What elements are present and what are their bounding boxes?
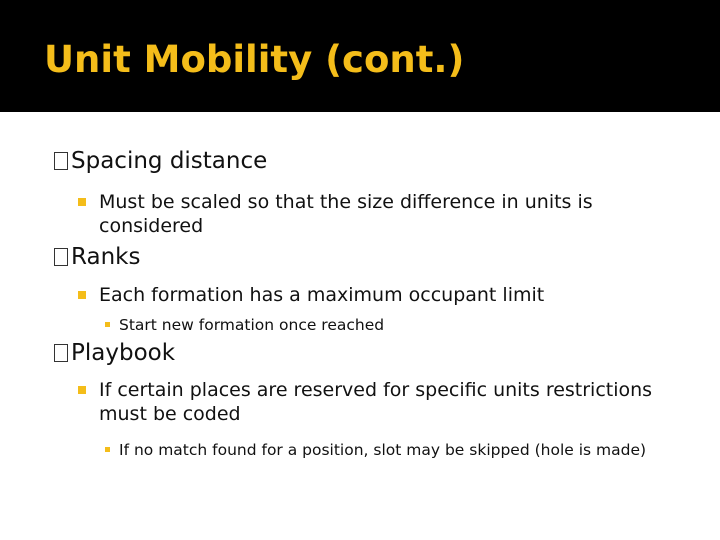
sub-bullet-text: Must be scaled so that the size difference in units is considered: [99, 191, 593, 237]
small-square-bullet-icon: [105, 322, 110, 327]
sub-sub-bullet-no-match: [119, 439, 679, 461]
sub-bullet-reserved-places: [99, 378, 659, 426]
missing-glyph-box-icon: [54, 152, 68, 170]
sub-bullet-formation-limit: [99, 283, 659, 307]
square-bullet-icon: [78, 291, 86, 299]
sub-sub-bullet-text: Start new formation once reached: [119, 316, 385, 334]
sub-bullet-scaled: [99, 190, 659, 238]
bullet-label: Spacing distance: [71, 148, 268, 174]
sub-sub-bullet-new-formation: [119, 314, 679, 336]
slide-title: Unit Mobility (cont.): [44, 38, 465, 81]
sub-bullet-text: If certain places are reserved for specific units restrictions must be coded: [99, 379, 653, 425]
bullet-spacing-distance: [54, 148, 267, 174]
bullet-ranks: [54, 244, 140, 270]
square-bullet-icon: [78, 386, 86, 394]
sub-bullet-text: Each formation has a maximum occupant limit: [99, 284, 545, 306]
small-square-bullet-icon: [105, 447, 110, 452]
missing-glyph-box-icon: [54, 344, 68, 362]
bullet-label: Playbook: [71, 340, 176, 366]
missing-glyph-box-icon: [54, 248, 68, 266]
sub-sub-bullet-text: If no match found for a position, slot may be skipped (hole is made): [119, 441, 647, 459]
square-bullet-icon: [78, 198, 86, 206]
bullet-playbook: [54, 340, 175, 366]
bullet-label: Ranks: [71, 244, 141, 270]
